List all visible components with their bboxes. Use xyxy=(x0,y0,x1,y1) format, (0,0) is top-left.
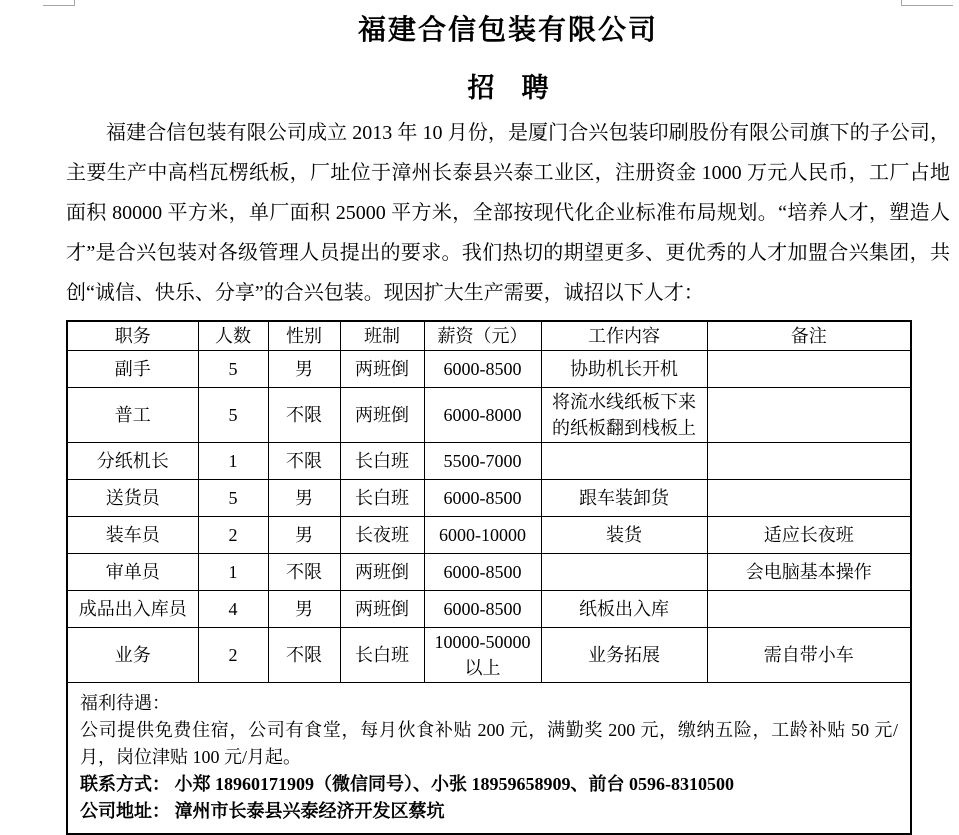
table-cell: 送货员 xyxy=(67,480,198,517)
table-cell: 不限 xyxy=(268,554,340,591)
table-cell: 协助机长开机 xyxy=(541,351,707,388)
table-cell: 6000-8000 xyxy=(424,388,541,443)
table-cell: 1 xyxy=(198,554,268,591)
table-cell: 长白班 xyxy=(340,628,424,683)
table-cell: 业务拓展 xyxy=(541,628,707,683)
column-header: 人数 xyxy=(198,321,268,351)
table-cell: 长白班 xyxy=(340,443,424,480)
column-header: 性别 xyxy=(268,321,340,351)
table-cell: 4 xyxy=(198,591,268,628)
table-cell: 10000-50000 以上 xyxy=(424,628,541,683)
table-cell: 跟车装卸货 xyxy=(541,480,707,517)
column-header: 备注 xyxy=(707,321,911,351)
table-cell xyxy=(707,443,911,480)
table-cell: 装车员 xyxy=(67,517,198,554)
table-cell: 将流水线纸板下来的纸板翻到栈板上 xyxy=(541,388,707,443)
table-cell xyxy=(707,480,911,517)
table-cell: 业务 xyxy=(67,628,198,683)
table-cell: 5500-7000 xyxy=(424,443,541,480)
table-cell xyxy=(541,443,707,480)
table-cell: 5 xyxy=(198,351,268,388)
table-cell: 分纸机长 xyxy=(67,443,198,480)
table-cell: 5 xyxy=(198,388,268,443)
jobs-table-header-row xyxy=(67,321,911,351)
table-cell: 不限 xyxy=(268,628,340,683)
table-cell: 男 xyxy=(268,591,340,628)
table-cell: 男 xyxy=(268,480,340,517)
address-line: 公司地址： 漳州市长泰县兴泰经济开发区蔡坑 xyxy=(80,801,445,821)
table-cell: 6000-8500 xyxy=(424,554,541,591)
table-row xyxy=(67,628,911,683)
table-row xyxy=(67,480,911,517)
table-cell: 长夜班 xyxy=(340,517,424,554)
jobs-table xyxy=(66,320,912,835)
table-row xyxy=(67,591,911,628)
page-margin-corner-mark-right xyxy=(901,0,953,6)
recruitment-subtitle: 招 聘 xyxy=(467,73,549,103)
table-cell: 6000-8500 xyxy=(424,480,541,517)
page-margin-corner-mark-left xyxy=(43,0,75,6)
column-header: 工作内容 xyxy=(541,321,707,351)
table-cell: 需自带小车 xyxy=(707,628,911,683)
table-cell: 两班倒 xyxy=(340,351,424,388)
contact-line: 联系方式： 小郑 18960171909（微信同号）、小张 18959658909、前台 0596-8310500 xyxy=(80,774,734,794)
table-row xyxy=(67,554,911,591)
table-cell xyxy=(707,351,911,388)
table-cell: 6000-10000 xyxy=(424,517,541,554)
table-cell: 会电脑基本操作 xyxy=(707,554,911,591)
table-cell: 两班倒 xyxy=(340,554,424,591)
table-cell: 2 xyxy=(198,517,268,554)
table-cell: 1 xyxy=(198,443,268,480)
table-cell: 2 xyxy=(198,628,268,683)
table-row xyxy=(67,443,911,480)
table-cell xyxy=(541,554,707,591)
column-header: 薪资（元） xyxy=(424,321,541,351)
table-row xyxy=(67,517,911,554)
table-cell: 副手 xyxy=(67,351,198,388)
table-cell: 普工 xyxy=(67,388,198,443)
table-row xyxy=(67,388,911,443)
table-cell: 装货 xyxy=(541,517,707,554)
jobs-table-footer-row xyxy=(67,683,911,835)
table-cell: 不限 xyxy=(268,443,340,480)
column-header: 职务 xyxy=(67,321,198,351)
table-row xyxy=(67,351,911,388)
table-cell: 长白班 xyxy=(340,480,424,517)
table-cell: 男 xyxy=(268,351,340,388)
table-cell: 纸板出入库 xyxy=(541,591,707,628)
table-cell: 两班倒 xyxy=(340,591,424,628)
welfare-text: 公司提供免费住宿，公司有食堂，每月伙食补贴 200 元，满勤奖 200 元，缴纳五险，工龄补贴 50 元/月，岗位津贴 100 元/月起。 xyxy=(80,720,898,767)
table-cell: 适应长夜班 xyxy=(707,517,911,554)
table-cell: 5 xyxy=(198,480,268,517)
table-cell: 两班倒 xyxy=(340,388,424,443)
table-cell: 审单员 xyxy=(67,554,198,591)
benefits-contact-cell xyxy=(67,683,911,835)
table-cell: 不限 xyxy=(268,388,340,443)
table-cell: 成品出入库员 xyxy=(67,591,198,628)
table-cell: 男 xyxy=(268,517,340,554)
company-title: 福建合信包装有限公司 xyxy=(357,15,658,46)
company-intro-paragraph: 福建合信包装有限公司成立 2013 年 10 月份，是厦门合兴包装印刷股份有限公司旗下的子公司，主要生产中高档瓦楞纸板，厂址位于漳州长泰县兴泰工业区，注册资金 1000 万元人民币，工厂占地面积 80000 平方米，单厂面积 25000 平方米，全部按现代化企业标准布局规划。“培养人才，塑造人才”是合兴包装对各级管理人员提出的要求。我们热切的期望更多、更优秀的人才加盟合兴集团，共创“诚信、快乐、分享”的合兴包装。现因扩大生产需要，诚招以下人才： xyxy=(66,122,950,304)
welfare-title: 福利待遇： xyxy=(80,693,170,713)
table-cell xyxy=(707,388,911,443)
table-cell: 6000-8500 xyxy=(424,591,541,628)
table-cell xyxy=(707,591,911,628)
column-header: 班制 xyxy=(340,321,424,351)
jobs-table-body xyxy=(67,351,911,683)
table-cell: 6000-8500 xyxy=(424,351,541,388)
